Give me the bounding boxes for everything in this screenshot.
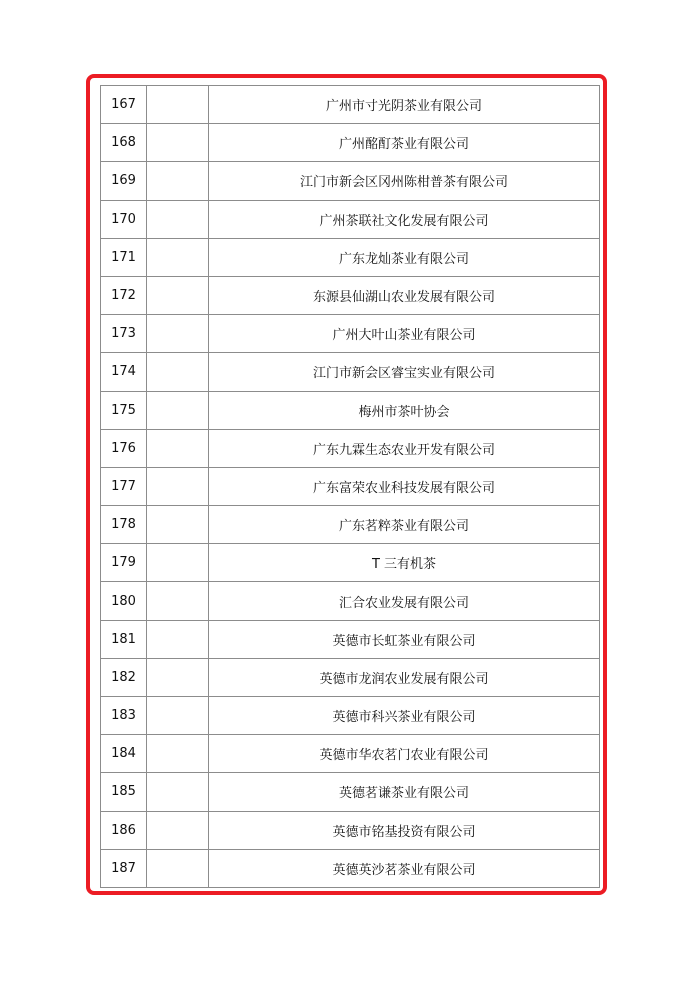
company-name: 广东茗粹茶业有限公司	[209, 506, 600, 544]
row-number: 185	[101, 773, 147, 811]
table-row	[101, 124, 600, 162]
company-name: 汇合农业发展有限公司	[209, 582, 600, 620]
table-row	[101, 238, 600, 276]
table-row	[101, 467, 600, 505]
company-name: 广东龙灿茶业有限公司	[209, 238, 600, 276]
table-row	[101, 620, 600, 658]
empty-cell	[147, 544, 209, 582]
company-table	[100, 85, 600, 888]
empty-cell	[147, 849, 209, 887]
empty-cell	[147, 200, 209, 238]
row-number: 186	[101, 811, 147, 849]
company-name: 东源县仙湖山农业发展有限公司	[209, 276, 600, 314]
company-name: 广州市寸光阴茶业有限公司	[209, 86, 600, 124]
empty-cell	[147, 467, 209, 505]
company-name: 英德茗谦茶业有限公司	[209, 773, 600, 811]
table-row	[101, 544, 600, 582]
row-number: 173	[101, 315, 147, 353]
company-name: 江门市新会区冈州陈柑普茶有限公司	[209, 162, 600, 200]
empty-cell	[147, 811, 209, 849]
empty-cell	[147, 735, 209, 773]
empty-cell	[147, 238, 209, 276]
table-body	[101, 86, 600, 888]
table-row	[101, 773, 600, 811]
empty-cell	[147, 124, 209, 162]
empty-cell	[147, 429, 209, 467]
empty-cell	[147, 391, 209, 429]
company-name: 梅州市茶叶协会	[209, 391, 600, 429]
table-row	[101, 353, 600, 391]
row-number: 187	[101, 849, 147, 887]
table-row	[101, 429, 600, 467]
empty-cell	[147, 86, 209, 124]
empty-cell	[147, 620, 209, 658]
row-number: 182	[101, 658, 147, 696]
company-name: 英德英沙茗茶业有限公司	[209, 849, 600, 887]
empty-cell	[147, 697, 209, 735]
table-row	[101, 658, 600, 696]
row-number: 170	[101, 200, 147, 238]
row-number: 169	[101, 162, 147, 200]
company-name: 江门市新会区睿宝实业有限公司	[209, 353, 600, 391]
table-row	[101, 735, 600, 773]
row-number: 181	[101, 620, 147, 658]
row-number: 184	[101, 735, 147, 773]
company-name: 广州酩酊茶业有限公司	[209, 124, 600, 162]
empty-cell	[147, 773, 209, 811]
row-number: 171	[101, 238, 147, 276]
table-row	[101, 697, 600, 735]
company-name: 英德市龙润农业发展有限公司	[209, 658, 600, 696]
table-row	[101, 86, 600, 124]
table-row	[101, 200, 600, 238]
table-row	[101, 162, 600, 200]
empty-cell	[147, 658, 209, 696]
empty-cell	[147, 276, 209, 314]
company-name: 广东富荣农业科技发展有限公司	[209, 467, 600, 505]
company-name: 英德市华农茗门农业有限公司	[209, 735, 600, 773]
empty-cell	[147, 315, 209, 353]
company-name: 英德市科兴茶业有限公司	[209, 697, 600, 735]
company-name: 广州茶联社文化发展有限公司	[209, 200, 600, 238]
table-row	[101, 276, 600, 314]
empty-cell	[147, 506, 209, 544]
row-number: 179	[101, 544, 147, 582]
company-name: 广东九霖生态农业开发有限公司	[209, 429, 600, 467]
company-name: T 三有机茶	[209, 544, 600, 582]
company-name: 英德市铭基投资有限公司	[209, 811, 600, 849]
row-number: 183	[101, 697, 147, 735]
company-name: 广州大叶山茶业有限公司	[209, 315, 600, 353]
table-row	[101, 506, 600, 544]
empty-cell	[147, 162, 209, 200]
table-row	[101, 391, 600, 429]
row-number: 177	[101, 467, 147, 505]
table-row	[101, 811, 600, 849]
company-name: 英德市长虹茶业有限公司	[209, 620, 600, 658]
row-number: 180	[101, 582, 147, 620]
row-number: 168	[101, 124, 147, 162]
row-number: 178	[101, 506, 147, 544]
row-number: 176	[101, 429, 147, 467]
table-row	[101, 582, 600, 620]
row-number: 172	[101, 276, 147, 314]
empty-cell	[147, 582, 209, 620]
row-number: 174	[101, 353, 147, 391]
row-number: 167	[101, 86, 147, 124]
table-row	[101, 315, 600, 353]
table-row	[101, 849, 600, 887]
row-number: 175	[101, 391, 147, 429]
empty-cell	[147, 353, 209, 391]
